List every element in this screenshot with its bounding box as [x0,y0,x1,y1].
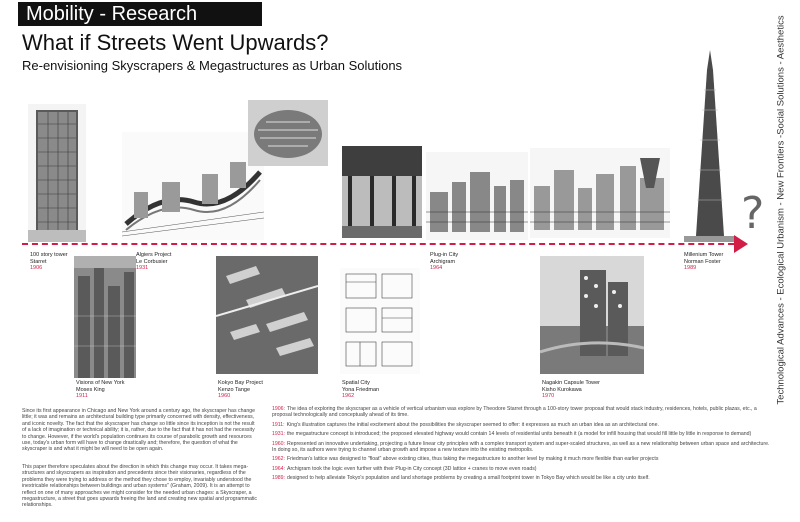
entry-1906: 1906: The idea of exploring the skyscraper as a vehicle of vertical urbanism was explore by Theodore Starret through a 100-story tower proposal that would stack industry, residences, hotels, public plazas, etc., a proposal technologically and conceptually ahead of its time. [272,406,757,419]
timeline-line [22,243,744,245]
timeline-label-spatial-city: Spatial City Yona Friedman 1962 [342,380,380,399]
entry-1960: 1960: Represented an innovative undertaking, projecting a future linear city principles with a complex transport system and super-scaled structures, as well as a new relationship between urban space and architecture. In doing so, its authors were trying to channel urban growth and impose a new texture into the existing metropolis. [272,440,770,454]
millenium-tower-illustration [680,50,740,242]
nagakin-capsule-tower-photo [540,256,644,374]
entry-1989: 1989: designed to help alleviate Tokyo's population and land shortage problems by creating a small footprint tower in Tokyo Bay which would be like a city unto itself. [272,475,650,482]
intro-paragraph-1: Since its first appearance in Chicago and New York around a century ago, the skyscraper has change little; it was and remains an architectural building type primarily concerned with density, effectiveness, and iconic novelty. The fact that the skyscraper has change so little since its inception is not the result of a lack of imagination or technical ability; it is, rather, due to the fact that it has not had the necessity to change. However, if the world's population continues its course of parabolic growth and resources use, today's urban form will have to change drastically and; therefore, the question of what the skyscraper is and what it might be will need to be open again. [22,408,255,453]
visions-of-new-york-illustration [74,256,136,378]
spatial-city-photo [342,146,422,238]
entry-1911: 1911: King's illustration captures the initial excitement about the possibilities the skyscraper seemed to offer: it expresses as much an urban idea as an architectural one. [272,421,659,428]
vertical-theme-strip [774,15,788,405]
timeline-label-millenium: Millenium Tower Norman Foster 1989 [684,252,724,271]
timeline-label-visions-new-york: Visions of New York Moses King 1911 [76,380,125,399]
algiers-detail-photo [248,100,328,166]
spatial-city-sketch [340,268,420,374]
timeline-label-starret: 100 story tower Starret 1906 [30,252,68,271]
entry-1964: 1964: Archigram took the logic even further with their Plug-in City concept (3D lattice + cranes to move even roads) [272,465,537,472]
theme-list: Technological Advances - Ecological Urbanism - New Frontiers -Social Solutions - Aesthetics [775,15,787,405]
tokyo-bay-model-photo [216,256,318,374]
timeline-label-plugin-city: Plug-in City Archigram 1964 [430,252,459,271]
plug-in-city-section [426,152,528,240]
future-question-mark: ? [741,188,765,239]
section-banner: Mobility - Research [18,2,262,26]
timeline-label-nagakin: Nagakin Capsule Tower Kisho Kurokawa 1970 [542,380,600,399]
intro-paragraph-2: This paper therefore speculates about the direction in which this change may occur. It takes mega-structures and skyscrapers as inspiration and precedents since their visionaries, regardless of the problems they were trying to address or the method they chose to employ, invariably understood the inextricable relationships between buildings and urban systems" (Graham, 2009). It is an attempt to reflect on one of many approaches we might consider for the needed urban chages: a Skyscraper, a megastructure, a street that goes upwards freeing the land and creating new spatial and programmatic relationships. [22,464,258,509]
entry-1931: 1931: the megastructure concept is introduced; the proposed elevated highway would contain 14 levels of residential units beneath it (a model for infill housing that would fill little by little in response to demand) [272,431,752,438]
entry-1962: 1962: Friedman's lattice was designed to "float" above existing cities, thus taking the megastructure to another level by making it much more flexible than earlier projects [272,456,659,463]
timeline-descriptions [272,406,772,482]
timeline-label-kokyo-bay: Kokyo Bay Project Kenzo Tange 1960 [218,380,263,399]
starret-tower-illustration [28,104,86,242]
plug-in-city-section-2 [530,148,670,238]
algiers-project-drawing [122,132,264,240]
page-title: What if Streets Went Upwards? [22,30,329,55]
timeline-label-algiers: Algiers Project Le Corbusier 1931 [136,252,172,271]
page-subtitle: Re-envisioning Skyscrapers & Megastructures as Urban Solutions [22,58,403,73]
